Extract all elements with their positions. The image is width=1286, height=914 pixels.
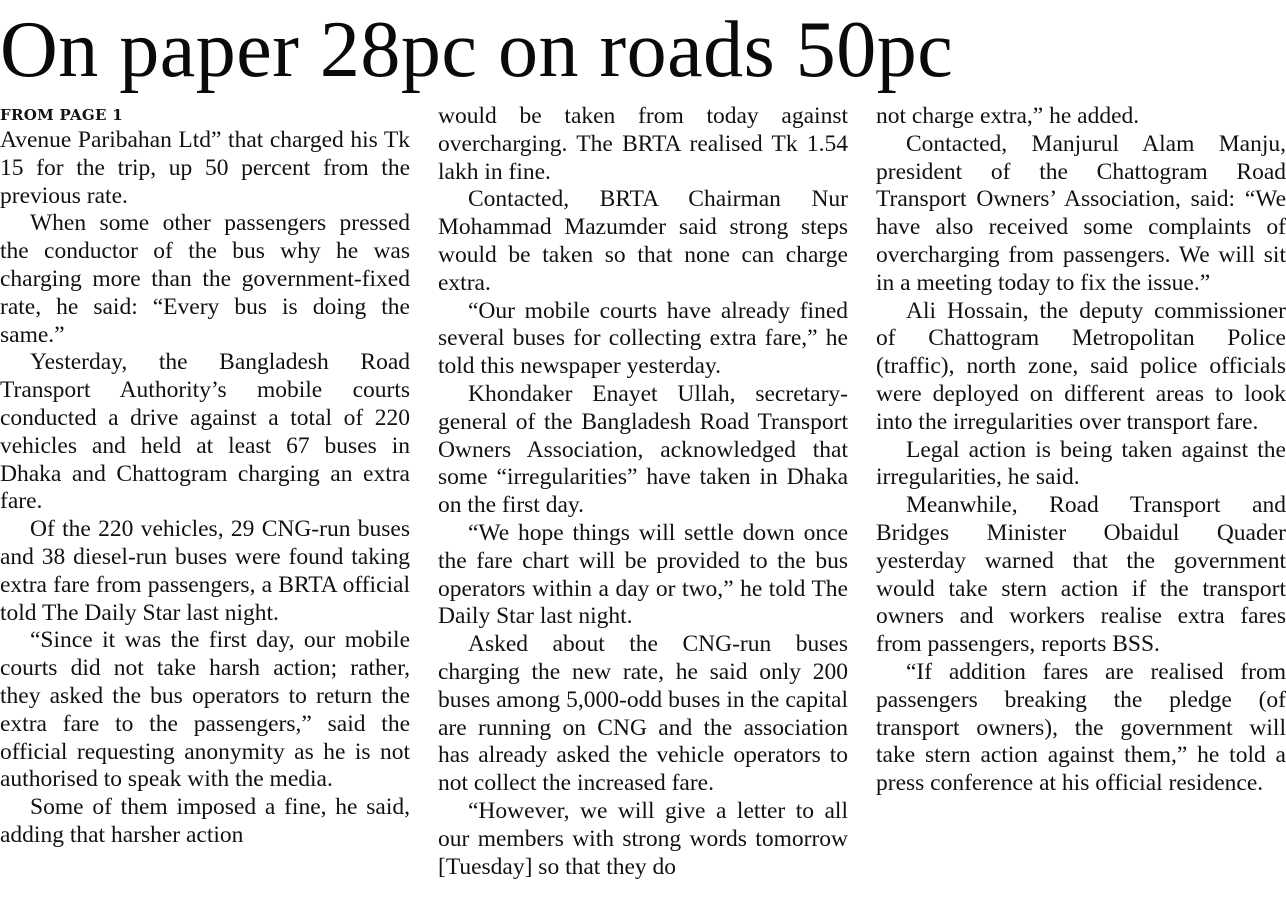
article-paragraph: “Our mobile courts have already fined several buses for collecting extra fare,” he told this newspaper yesterday. (438, 297, 848, 380)
article-paragraph: Some of them imposed a fine, he said, adding that harsher action (0, 794, 410, 848)
article-column-2 (438, 103, 848, 881)
article-paragraph: would be taken from today against overcharging. The BRTA realised Tk 1.54 lakh in fine. (438, 103, 848, 185)
article-paragraph: Contacted, Manjurul Alam Manju, president of the Chattogram Road Transport Owners’ Association, said: “We have also received some complaints of overcharging from passengers. We will sit in a meeting today to fix the issue.” (876, 130, 1286, 296)
article-paragraph: “We hope things will settle down once the fare chart will be provided to the bus operators within a day or two,” he told The Daily Star last night. (438, 519, 848, 630)
article-paragraph: “However, we will give a letter to all our members with strong words tomorrow [Tuesday] so that they do (438, 797, 848, 880)
article-paragraph: Ali Hossain, the deputy commissioner of Chattogram Metropolitan Police (traffic), north zone, said police officials were deployed on different areas to look into the irregularities over transport fare. (876, 297, 1286, 435)
article-paragraph: “Since it was the first day, our mobile courts did not take harsh action; rather, they asked the bus operators to return the extra fare to the passengers,” said the official requesting anonymity as he is not authorised to speak with the media. (0, 627, 410, 793)
article-column-1 (0, 103, 410, 850)
article-paragraph: Meanwhile, Road Transport and Bridges Minister Obaidul Quader yesterday warned that the government would take stern action if the transport owners and workers realise extra fares from passengers, reports BSS. (876, 492, 1286, 658)
article-paragraph: not charge extra,” he added. (876, 103, 1140, 129)
jumpline: FROM PAGE 1 (0, 106, 124, 124)
article-paragraph: Contacted, BRTA Chairman Nur Mohammad Mazumder said strong steps would be taken so that none can charge extra. (438, 186, 848, 296)
article-headline: On paper 28pc on roads 50pc (0, 6, 954, 94)
article-paragraph: Of the 220 vehicles, 29 CNG-run buses and 38 diesel-run buses were found taking extra fare from passengers, a BRTA official told The Daily Star last night. (0, 516, 410, 626)
article-paragraph: Asked about the CNG-run buses charging the new rate, he said only 200 buses among 5,000-odd buses in the capital are running on CNG and the association has already asked the vehicle operators to not collect the increased fare. (438, 631, 848, 797)
article-paragraph: “If addition fares are realised from passengers breaking the pledge (of transport owners), the government will take stern action against them,” he told a press conference at his official residence. (876, 658, 1286, 797)
article-paragraph: Khondaker Enayet Ullah, secretary-general of the Bangladesh Road Transport Owners Association, acknowledged that some “irregularities” have taken in Dhaka on the first day. (438, 380, 848, 519)
article-paragraph: Avenue Paribahan Ltd” that charged his Tk 15 for the trip, up 50 percent from the previous rate. (0, 127, 410, 209)
article-paragraph: Yesterday, the Bangladesh Road Transport Authority’s mobile courts conducted a drive against a total of 220 vehicles and held at least 67 buses in Dhaka and Chattogram charging an extra fare. (0, 349, 410, 515)
article-paragraph: When some other passengers pressed the conductor of the bus why he was charging more than the government-fixed rate, he said: “Every bus is doing the same.” (0, 210, 410, 348)
article-column-3 (876, 103, 1286, 798)
article-paragraph: Legal action is being taken against the irregularities, he said. (876, 436, 1286, 491)
